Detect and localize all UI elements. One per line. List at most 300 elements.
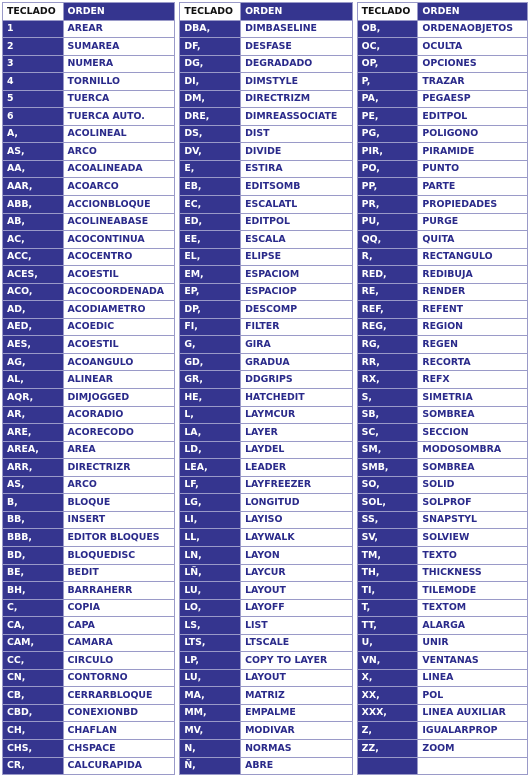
shortcut-key: CC, (3, 652, 64, 670)
table-row (3, 318, 175, 336)
header-teclado: TECLADO (180, 3, 241, 21)
command-name: RECTANGULO (418, 248, 528, 266)
table-row (357, 739, 527, 757)
command-name: EDITSOMB (241, 178, 353, 196)
shortcut-key: SOL, (357, 494, 418, 512)
header-teclado: TECLADO (357, 3, 418, 21)
command-name: DIMSTYLE (241, 73, 353, 91)
command-name: ACOESTIL (63, 336, 175, 354)
command-name: AREAR (63, 20, 175, 38)
table-row (180, 441, 352, 459)
table-row (3, 55, 175, 73)
command-name: ACOLINEAL (63, 125, 175, 143)
table-row (3, 231, 175, 249)
shortcut-key: CAM, (3, 634, 64, 652)
shortcut-key: CR, (3, 757, 64, 775)
shortcut-key: DM, (180, 90, 241, 108)
shortcut-key: OB, (357, 20, 418, 38)
shortcut-table-2 (179, 2, 352, 775)
command-name: NUMERA (63, 55, 175, 73)
shortcut-key: MV, (180, 722, 241, 740)
shortcut-key: TT, (357, 617, 418, 635)
shortcut-key: DS, (180, 125, 241, 143)
shortcut-key: PG, (357, 125, 418, 143)
table-row (180, 90, 352, 108)
command-name: HATCHEDIT (241, 389, 353, 407)
command-name: LAYOUT (241, 669, 353, 687)
command-name: QUITA (418, 231, 528, 249)
table-row (3, 722, 175, 740)
shortcut-key: LL, (180, 529, 241, 547)
table-row (357, 529, 527, 547)
command-name: SUMAREA (63, 38, 175, 56)
shortcut-key: ED, (180, 213, 241, 231)
command-name: ACOCOORDENADA (63, 283, 175, 301)
shortcut-key: TM, (357, 546, 418, 564)
shortcut-sheet (2, 2, 528, 775)
shortcut-key: DV, (180, 143, 241, 161)
table-row (180, 213, 352, 231)
command-name: ARCO (63, 143, 175, 161)
table-row (3, 248, 175, 266)
command-name: CHSPACE (63, 739, 175, 757)
shortcut-key: LI, (180, 511, 241, 529)
table-row (3, 406, 175, 424)
command-name: THICKNESS (418, 564, 528, 582)
command-name: LAYER (241, 424, 353, 442)
command-name: TORNILLO (63, 73, 175, 91)
command-name: POLIGONO (418, 125, 528, 143)
shortcut-key: EE, (180, 231, 241, 249)
table-row (180, 336, 352, 354)
command-name: CALCURAPIDA (63, 757, 175, 775)
table-row (180, 266, 352, 284)
shortcut-key: PO, (357, 160, 418, 178)
shortcut-key: XXX, (357, 704, 418, 722)
table-row (357, 389, 527, 407)
table-row (180, 389, 352, 407)
shortcut-key: PA, (357, 90, 418, 108)
table-row (357, 599, 527, 617)
command-name: INSERT (63, 511, 175, 529)
command-name: LIST (241, 617, 353, 635)
shortcut-key: SMB, (357, 459, 418, 477)
shortcut-key: REG, (357, 318, 418, 336)
table-row (180, 529, 352, 547)
header-orden: ORDEN (241, 3, 353, 21)
command-name: CAPA (63, 617, 175, 635)
shortcut-key: ABB, (3, 196, 64, 214)
table-row (3, 20, 175, 38)
table-header-row (3, 3, 175, 21)
command-name: REGION (418, 318, 528, 336)
shortcut-key: AS, (3, 143, 64, 161)
command-name: MODOSOMBRA (418, 441, 528, 459)
table-row (180, 283, 352, 301)
table-row (180, 248, 352, 266)
command-name: CONTORNO (63, 669, 175, 687)
command-name: ESPACIOP (241, 283, 353, 301)
command-name: MODIVAR (241, 722, 353, 740)
command-name: ACOEDIC (63, 318, 175, 336)
command-name: LAYMCUR (241, 406, 353, 424)
table-row (3, 617, 175, 635)
table-row (357, 318, 527, 336)
command-name: CHAFLAN (63, 722, 175, 740)
shortcut-key: HE, (180, 389, 241, 407)
table-row (180, 459, 352, 477)
header-teclado: TECLADO (3, 3, 64, 21)
command-name: TUERCA (63, 90, 175, 108)
shortcut-key: LU, (180, 582, 241, 600)
table-row (357, 652, 527, 670)
command-name: ALARGA (418, 617, 528, 635)
empty-key-cell (357, 757, 418, 775)
shortcut-key: FI, (180, 318, 241, 336)
shortcut-key: AC, (3, 231, 64, 249)
table-row (3, 599, 175, 617)
shortcut-key: LTS, (180, 634, 241, 652)
shortcut-key: C, (3, 599, 64, 617)
table-row (180, 546, 352, 564)
shortcut-key: RG, (357, 336, 418, 354)
table-row (3, 546, 175, 564)
table-row (180, 564, 352, 582)
shortcut-key: LD, (180, 441, 241, 459)
command-name: ESPACIOM (241, 266, 353, 284)
shortcut-key: AA, (3, 160, 64, 178)
table-row (180, 669, 352, 687)
table-row (3, 389, 175, 407)
command-name: SOLPROF (418, 494, 528, 512)
command-name: OCULTA (418, 38, 528, 56)
command-name: EDITOR BLOQUES (63, 529, 175, 547)
shortcut-key: LEA, (180, 459, 241, 477)
command-name: SNAPSTYL (418, 511, 528, 529)
command-name: CIRCULO (63, 652, 175, 670)
table-row (3, 353, 175, 371)
shortcut-key: Ñ, (180, 757, 241, 775)
command-name: DIMREASSOCIATE (241, 108, 353, 126)
shortcut-key: U, (357, 634, 418, 652)
shortcut-key: RED, (357, 266, 418, 284)
table-row (3, 441, 175, 459)
table-row (3, 178, 175, 196)
command-name: DDGRIPS (241, 371, 353, 389)
command-name: ACOALINEADA (63, 160, 175, 178)
command-name: LAYOFF (241, 599, 353, 617)
command-name: LAYWALK (241, 529, 353, 547)
shortcut-key: E, (180, 160, 241, 178)
table-row (180, 511, 352, 529)
command-name: CERRARBLOQUE (63, 687, 175, 705)
command-name: ORDENAOBJETOS (418, 20, 528, 38)
shortcut-key: GR, (180, 371, 241, 389)
command-name: REDIBUJA (418, 266, 528, 284)
shortcut-key: EC, (180, 196, 241, 214)
table-row (180, 634, 352, 652)
shortcut-key: 5 (3, 90, 64, 108)
table-row (357, 90, 527, 108)
table-row (180, 582, 352, 600)
table-row (357, 704, 527, 722)
table-row (180, 687, 352, 705)
command-name: RECORTA (418, 353, 528, 371)
shortcut-key: QQ, (357, 231, 418, 249)
command-name: LAYDEL (241, 441, 353, 459)
command-name: SOLVIEW (418, 529, 528, 547)
command-name: SOMBREA (418, 459, 528, 477)
shortcut-key: BH, (3, 582, 64, 600)
command-name: LTSCALE (241, 634, 353, 652)
command-name: ABRE (241, 757, 353, 775)
table-row (180, 231, 352, 249)
shortcut-key: LÑ, (180, 564, 241, 582)
shortcut-key: CA, (3, 617, 64, 635)
table-row (3, 73, 175, 91)
table-row (3, 511, 175, 529)
table-row (357, 722, 527, 740)
command-name: TEXTOM (418, 599, 528, 617)
command-name: PARTE (418, 178, 528, 196)
table-row (180, 371, 352, 389)
shortcut-key: EM, (180, 266, 241, 284)
shortcut-key: AD, (3, 301, 64, 319)
shortcut-key: 3 (3, 55, 64, 73)
shortcut-key: XX, (357, 687, 418, 705)
shortcut-key: DI, (180, 73, 241, 91)
table-row (357, 73, 527, 91)
table-row (3, 90, 175, 108)
shortcut-key: LP, (180, 652, 241, 670)
shortcut-key: ACC, (3, 248, 64, 266)
command-name: POL (418, 687, 528, 705)
table-row (180, 757, 352, 775)
command-name: TUERCA AUTO. (63, 108, 175, 126)
shortcut-key: EL, (180, 248, 241, 266)
table-row (3, 739, 175, 757)
shortcut-key: PP, (357, 178, 418, 196)
command-name: UNIR (418, 634, 528, 652)
command-name: SOMBREA (418, 406, 528, 424)
command-name: DIRECTRIZM (241, 90, 353, 108)
shortcut-key: DF, (180, 38, 241, 56)
shortcut-key: DRE, (180, 108, 241, 126)
table-row (180, 739, 352, 757)
command-name: CONEXIONBD (63, 704, 175, 722)
command-name: TILEMODE (418, 582, 528, 600)
header-orden: ORDEN (418, 3, 528, 21)
shortcut-key: P, (357, 73, 418, 91)
table-row (3, 582, 175, 600)
shortcut-key: 4 (3, 73, 64, 91)
shortcut-key: RR, (357, 353, 418, 371)
command-name: ACOCENTRO (63, 248, 175, 266)
table-row (3, 564, 175, 582)
command-name: REFENT (418, 301, 528, 319)
shortcut-key: MM, (180, 704, 241, 722)
command-name: PIRAMIDE (418, 143, 528, 161)
shortcut-key: TH, (357, 564, 418, 582)
shortcut-key: LG, (180, 494, 241, 512)
shortcut-key: LO, (180, 599, 241, 617)
table-row (357, 476, 527, 494)
table-row (180, 704, 352, 722)
command-name: NORMAS (241, 739, 353, 757)
command-name: DIRECTRIZR (63, 459, 175, 477)
command-name: ACOLINEABASE (63, 213, 175, 231)
table-row (357, 108, 527, 126)
command-name: EMPALME (241, 704, 353, 722)
table-row (357, 353, 527, 371)
command-name: IGUALARPROP (418, 722, 528, 740)
table-row (357, 564, 527, 582)
shortcut-key: CHS, (3, 739, 64, 757)
shortcut-table-1 (2, 2, 175, 775)
table-row (357, 336, 527, 354)
shortcut-key: PE, (357, 108, 418, 126)
table-row (3, 704, 175, 722)
command-name: ARCO (63, 476, 175, 494)
shortcut-key: SC, (357, 424, 418, 442)
shortcut-tables (2, 2, 528, 775)
shortcut-key: N, (180, 739, 241, 757)
shortcut-key: AL, (3, 371, 64, 389)
table-row (180, 143, 352, 161)
shortcut-key: PR, (357, 196, 418, 214)
command-name: ESCALATL (241, 196, 353, 214)
table-row (357, 55, 527, 73)
table-row (180, 476, 352, 494)
command-name: REGEN (418, 336, 528, 354)
table-row (3, 652, 175, 670)
command-name: MATRIZ (241, 687, 353, 705)
command-name: PEGAESP (418, 90, 528, 108)
table-row (357, 634, 527, 652)
table-row (357, 38, 527, 56)
command-name: DIMJOGGED (63, 389, 175, 407)
table-row (3, 757, 175, 775)
shortcut-key: CN, (3, 669, 64, 687)
command-name: BLOQUE (63, 494, 175, 512)
shortcut-key: CBD, (3, 704, 64, 722)
table-row (357, 160, 527, 178)
command-name: ACOARCO (63, 178, 175, 196)
shortcut-key: RX, (357, 371, 418, 389)
table-row (357, 371, 527, 389)
shortcut-key: OC, (357, 38, 418, 56)
shortcut-key: RE, (357, 283, 418, 301)
shortcut-key: S, (357, 389, 418, 407)
table-row (3, 459, 175, 477)
table-row (3, 266, 175, 284)
shortcut-key: LN, (180, 546, 241, 564)
shortcut-key: A, (3, 125, 64, 143)
shortcut-key: DP, (180, 301, 241, 319)
command-name: SOLID (418, 476, 528, 494)
command-name: BARRAHERR (63, 582, 175, 600)
command-name: ESTIRA (241, 160, 353, 178)
table-row (180, 424, 352, 442)
command-name: VENTANAS (418, 652, 528, 670)
shortcut-key: VN, (357, 652, 418, 670)
command-name: OPCIONES (418, 55, 528, 73)
command-name: LINEA (418, 669, 528, 687)
command-name: COPY TO LAYER (241, 652, 353, 670)
command-name: CAMARA (63, 634, 175, 652)
table-row (3, 125, 175, 143)
shortcut-key: BE, (3, 564, 64, 582)
table-row (180, 599, 352, 617)
shortcut-key: AES, (3, 336, 64, 354)
command-name: EDITPOL (418, 108, 528, 126)
command-name: ALINEAR (63, 371, 175, 389)
command-name: PROPIEDADES (418, 196, 528, 214)
shortcut-key: CB, (3, 687, 64, 705)
command-name: LINEA AUXILIAR (418, 704, 528, 722)
command-name: ACORECODO (63, 424, 175, 442)
table-row (357, 546, 527, 564)
command-name: ACOANGULO (63, 353, 175, 371)
table-row (357, 494, 527, 512)
table-row (3, 283, 175, 301)
shortcut-key: SM, (357, 441, 418, 459)
table-header-row (357, 3, 527, 21)
table-row (180, 20, 352, 38)
table-row (3, 301, 175, 319)
table-row (357, 248, 527, 266)
command-name: DESCOMP (241, 301, 353, 319)
shortcut-key: SO, (357, 476, 418, 494)
table-row (180, 617, 352, 635)
shortcut-key: LU, (180, 669, 241, 687)
table-row (357, 196, 527, 214)
shortcut-key: DBA, (180, 20, 241, 38)
shortcut-key: REF, (357, 301, 418, 319)
table-row (357, 20, 527, 38)
command-name: DIVIDE (241, 143, 353, 161)
shortcut-key: LA, (180, 424, 241, 442)
table-row (180, 178, 352, 196)
command-name: LAYCUR (241, 564, 353, 582)
table-row (3, 196, 175, 214)
command-name: ACOCONTINUA (63, 231, 175, 249)
command-name: FILTER (241, 318, 353, 336)
table-row (357, 669, 527, 687)
table-row (180, 652, 352, 670)
shortcut-key: BD, (3, 546, 64, 564)
table-row (3, 371, 175, 389)
shortcut-key: PIR, (357, 143, 418, 161)
table-row (180, 55, 352, 73)
shortcut-key: Z, (357, 722, 418, 740)
command-name: LAYISO (241, 511, 353, 529)
command-name: BEDIT (63, 564, 175, 582)
shortcut-key: AAR, (3, 178, 64, 196)
table-row (180, 494, 352, 512)
shortcut-key: CH, (3, 722, 64, 740)
shortcut-key: ARE, (3, 424, 64, 442)
shortcut-key: ZZ, (357, 739, 418, 757)
table-row (180, 318, 352, 336)
command-name: EDITPOL (241, 213, 353, 231)
shortcut-key: AQR, (3, 389, 64, 407)
table-row (180, 108, 352, 126)
shortcut-key: PU, (357, 213, 418, 231)
shortcut-key: AB, (3, 213, 64, 231)
table-header-row (180, 3, 352, 21)
shortcut-key: AED, (3, 318, 64, 336)
